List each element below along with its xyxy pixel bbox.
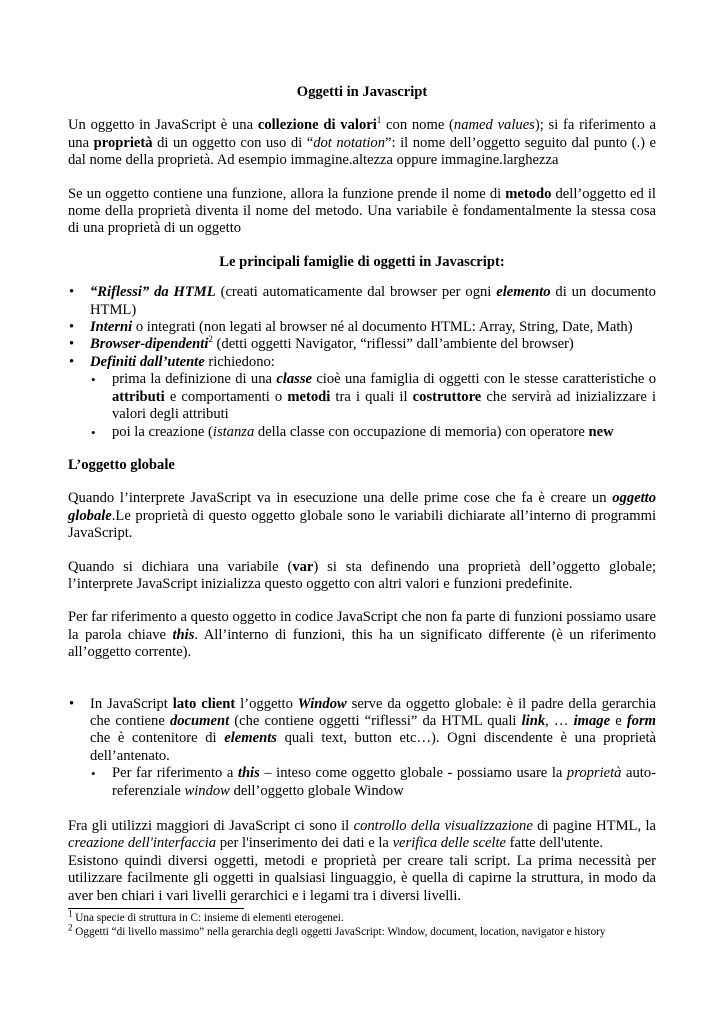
text-run: var <box>292 558 314 575</box>
text-run: Fra gli utilizzi maggiori di JavaScript ci sono il <box>68 818 354 834</box>
spacer <box>68 678 656 696</box>
text-run: con nome ( <box>381 117 454 134</box>
text-run: dell’oggetto globale Window <box>229 782 404 799</box>
document-title: Oggetti in Javascript <box>296 84 428 100</box>
text-run: Una specie di struttura in C: insieme di elementi eterogenei. <box>72 912 344 924</box>
client-side-text <box>90 696 656 764</box>
text-run: Definiti dall’utente <box>90 353 205 370</box>
text-run: cioè una famiglia di oggetti con le stesse caratteristiche o <box>311 371 656 388</box>
document-page <box>68 84 656 921</box>
text-run: prima la definizione di una <box>112 371 277 388</box>
text-run: named values <box>453 117 535 134</box>
text-run: di pagine HTML, la <box>532 818 657 834</box>
text-run: oggetto globale <box>68 490 656 524</box>
text-run: auto-referenziale <box>112 765 656 799</box>
footnote-2 <box>68 921 656 940</box>
list-item-internal <box>68 319 656 336</box>
text-run: this <box>172 626 195 643</box>
user-defined-label <box>90 354 275 370</box>
footnote-ref: 2 <box>68 921 73 932</box>
text-run: che servirà ad inizializzare i valori degli attributi <box>112 388 657 423</box>
text-run: Quando l’interprete JavaScript va in esecuzione una delle prime cose che fa è creare un <box>68 490 613 507</box>
text-run: della classe con occupazione di memoria) con operatore <box>254 423 589 440</box>
text-run: e comportamenti o <box>164 388 288 405</box>
text-run: costruttore <box>412 388 482 405</box>
text-run: ) si sta definendo una proprietà dell’oggetto globale; l’interprete JavaScript inizializza questo oggetto con altri valori e funzioni predefinite. <box>68 558 656 592</box>
text-run: link <box>521 712 546 729</box>
text-run: o integrati (non legati al browser né al documento HTML: Array, String, Date, Math) <box>132 319 633 336</box>
text-run: richiedono: <box>204 353 275 370</box>
paragraph-this <box>68 609 656 661</box>
text-run: dot notation <box>313 134 386 151</box>
sublist-item-window <box>90 765 656 800</box>
text-run: controllo della visualizzazione <box>353 818 533 834</box>
text-run: che è contenitore di <box>90 730 225 747</box>
text-run: istanza <box>212 423 255 440</box>
text-run: Oggetti “di livello massimo” nella gerarchia degli oggetti JavaScript: Window, document, location, navigator e history <box>72 925 606 938</box>
footnote-1 <box>68 908 656 926</box>
list-item-user-defined <box>68 354 656 441</box>
text-run: (detti oggetti Navigator, “riflessi” dall’ambiente del browser) <box>212 336 574 353</box>
text-run: window <box>184 782 230 799</box>
text-run: Esistono quindi diversi oggetti, metodi e proprietà per creare tali script. La prima necessità per utilizzare facilmente gli oggetti in qualsiasi linguaggio, è quella di capirne la struttura, in modo da aver ben chiari i vari livelli gerarchici e i legami tra i diversi livelli. <box>68 852 656 904</box>
paragraph-var <box>68 559 656 594</box>
text-run: e <box>610 712 627 729</box>
sublist-item-instance <box>90 424 656 441</box>
families-list <box>68 284 656 441</box>
text-run: verifica delle scelte <box>392 835 507 852</box>
text-run: Per far riferimento a <box>112 765 238 782</box>
text-run: : <box>499 253 505 270</box>
footnote-ref: 1 <box>376 115 382 126</box>
text-run: .Le proprietà di questo oggetto globale sono le variabili dichiarate all’interno di programmi JavaScript. <box>68 507 656 542</box>
text-run: lato client <box>172 695 236 712</box>
text-run: serve da oggetto globale: è il padre della gerarchia che contiene <box>90 695 656 729</box>
paragraph-global-object <box>68 490 656 542</box>
footnote-separator <box>68 908 244 909</box>
text-run: l’oggetto <box>235 695 298 712</box>
text-run: form <box>626 712 656 729</box>
text-run: creazione dell'interfaccia <box>68 835 217 852</box>
list-item-client-side <box>68 696 656 800</box>
text-run: Quando si dichiara una variabile ( <box>68 558 293 575</box>
text-run: metodo <box>505 185 552 202</box>
text-run: new <box>588 423 614 440</box>
text-run: dell’oggetto ed il nome della proprietà diventa il nome del metodo. Una variabile è fondamentalmente la stessa cosa di una proprietà di un oggetto <box>68 185 656 237</box>
text-run: Le principali famiglie di oggetti in Javascript <box>219 253 500 270</box>
text-run: tra i quali il <box>330 388 413 405</box>
text-run: document <box>169 712 230 729</box>
list-item-reflected <box>68 284 656 319</box>
text-run: Window <box>297 695 347 712</box>
text-run: image <box>573 712 611 729</box>
user-defined-sublist <box>90 371 656 441</box>
text-run: (che contiene oggetti “riflessi” da HTML quali <box>229 712 522 729</box>
text-run: quali text, button etc…). Ogni discendente è una proprietà dell’antenato. <box>90 730 656 764</box>
text-run: di un documento HTML) <box>90 284 656 318</box>
text-run: metodi <box>287 388 331 405</box>
footnote-ref: 2 <box>208 334 213 345</box>
text-run: di un oggetto con uso di “ <box>152 134 314 151</box>
text-run: ); si fa riferimento a una <box>68 117 657 151</box>
text-run: – inteso come oggetto globale - possiamo usare la <box>259 765 567 782</box>
text-run: (creati automaticamente dal browser per ogni <box>215 284 497 301</box>
sublist-item-class <box>90 371 656 423</box>
paragraph-uses <box>68 818 656 853</box>
text-run: Browser-dipendenti <box>90 336 209 353</box>
text-run: In JavaScript <box>90 695 173 712</box>
text-run: fatte dell'utente. <box>506 835 604 852</box>
text-run: , … <box>545 712 574 729</box>
text-run: elemento <box>496 284 551 301</box>
paragraph-methods <box>68 186 656 238</box>
section-title-families <box>68 254 656 271</box>
text-run: “Riflessi” da HTML <box>90 284 216 301</box>
paragraph-objects-definition <box>68 117 656 169</box>
text-run: proprietà <box>566 765 622 782</box>
text-run: poi la creazione ( <box>112 423 213 440</box>
text-run: Interni <box>90 319 133 336</box>
text-run: Per far riferimento a questo oggetto in codice JavaScript che non fa parte di funzioni possiamo usare la parola chiave <box>68 609 656 643</box>
text-run: attributi <box>112 388 165 405</box>
footnote-ref: 1 <box>68 908 73 919</box>
paragraph-structure <box>68 853 656 905</box>
client-sublist <box>90 765 656 800</box>
text-run: Un oggetto in JavaScript è una <box>68 117 258 134</box>
text-run: per l'inserimento dei dati e la <box>216 835 393 852</box>
text-run: proprietà <box>93 134 153 151</box>
text-run: classe <box>276 371 312 388</box>
text-run: collezione di valori <box>257 117 377 134</box>
text-run: . All’interno di funzioni, this ha un significato differente (è un riferimento all’oggetto corrente). <box>68 626 656 661</box>
section-heading-global-object: L’oggetto globale <box>68 456 175 473</box>
text-run: Se un oggetto contiene una funzione, allora la funzione prende il nome di <box>68 185 506 202</box>
text-run: ”: il nome dell’oggetto seguito dal punto (.) e dal nome della proprietà. Ad esempio immagine.altezza oppure immagine.larghezza <box>68 134 656 169</box>
text-run: this <box>237 765 260 782</box>
list-item-browser-dependent <box>68 336 656 353</box>
text-run: elements <box>224 730 277 747</box>
client-list <box>68 696 656 800</box>
footnotes <box>68 908 656 939</box>
